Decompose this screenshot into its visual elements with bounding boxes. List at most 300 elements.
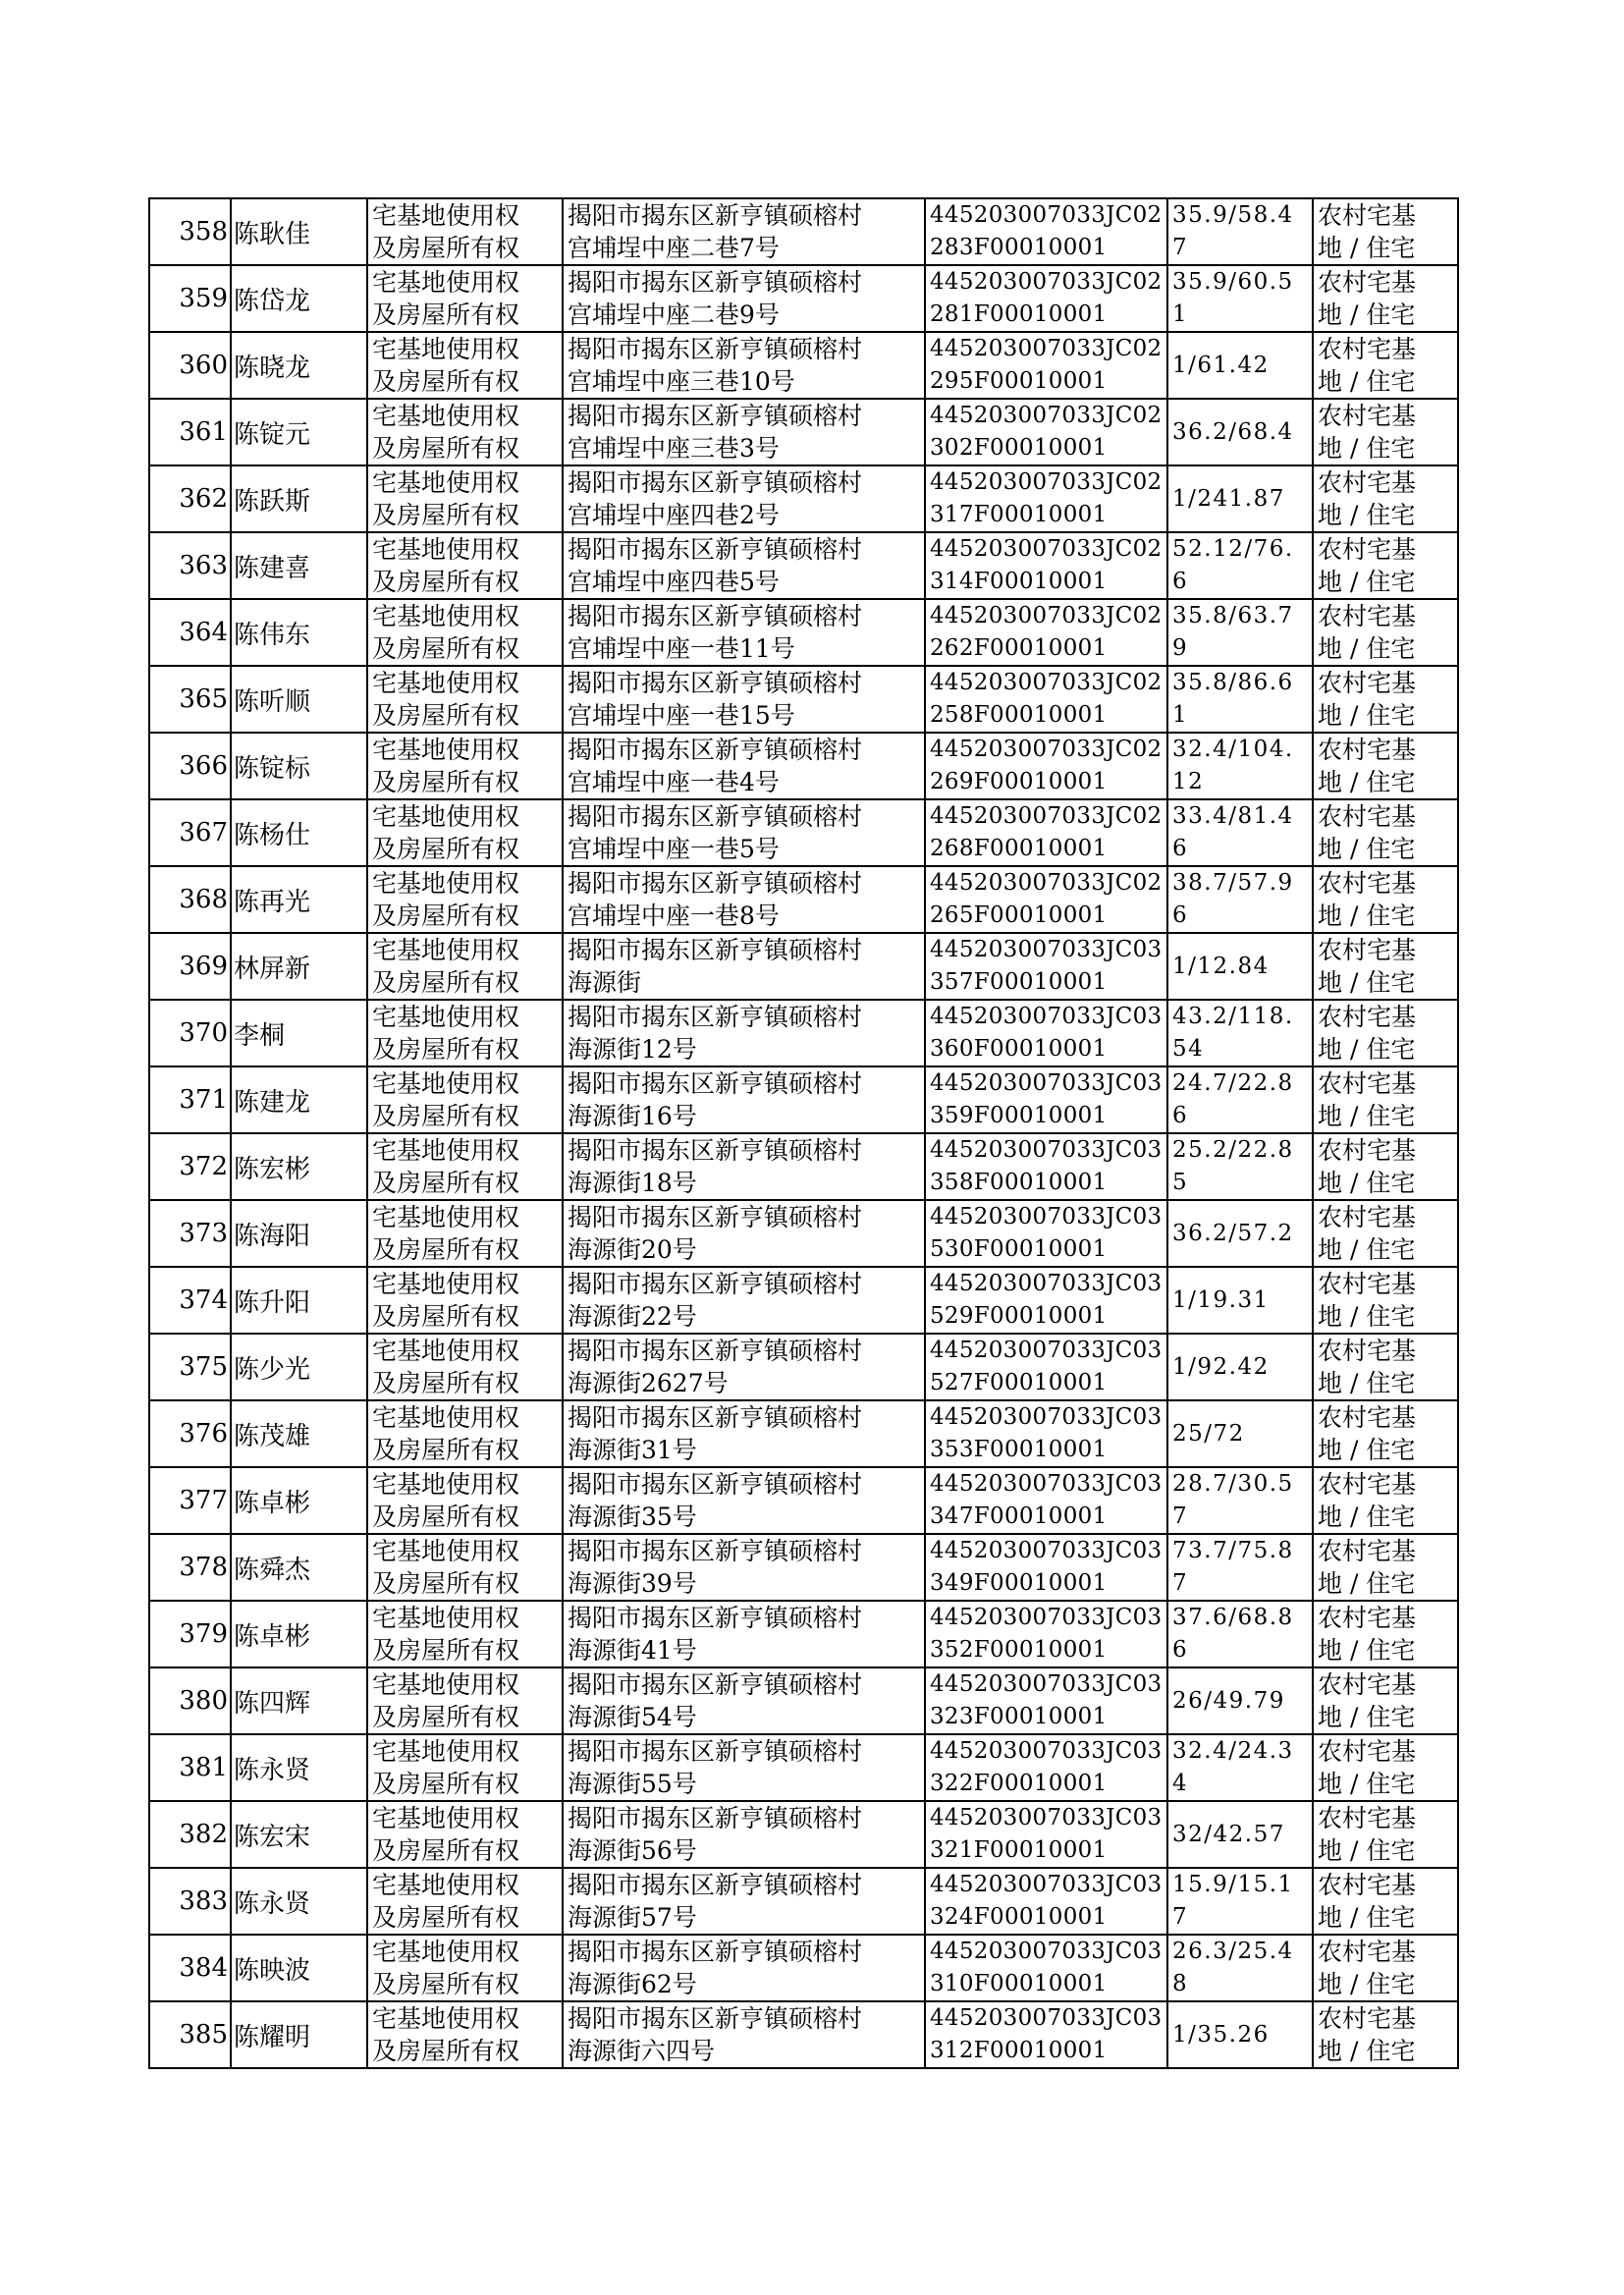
owner-name-cell [231, 1935, 367, 2001]
property-code-line-1: 445203007033JC02 [930, 469, 1163, 495]
right-type-line-1: 宅基地使用权 [372, 2004, 520, 2033]
owner-name: 陈卓彬 [234, 1488, 311, 1518]
land-use-line-1: 农村宅基 [1318, 1403, 1417, 1432]
table-row [149, 399, 1458, 465]
land-use-line-2: 地 / 住宅 [1318, 1302, 1416, 1331]
right-type-line-2: 及房屋所有权 [372, 434, 520, 463]
right-type-line-1: 宅基地使用权 [372, 268, 520, 297]
right-type-line-1: 宅基地使用权 [372, 1403, 520, 1432]
property-code-line-2: 527F00010001 [930, 1370, 1108, 1395]
land-use-line-2: 地 / 住宅 [1318, 1569, 1416, 1598]
row-number: 362 [179, 484, 228, 514]
property-code-cell [925, 332, 1167, 399]
address-cell [563, 666, 925, 733]
land-use-line-1: 农村宅基 [1318, 1604, 1417, 1632]
area-value: 35.8/86.61 [1172, 670, 1294, 728]
address-cell [563, 1066, 925, 1133]
right-type-line-1: 宅基地使用权 [372, 669, 520, 697]
property-code-line-2: 353F00010001 [930, 1437, 1108, 1462]
row-number-cell [149, 465, 231, 532]
right-type-line-2: 及房屋所有权 [372, 234, 520, 262]
row-number-cell [149, 532, 231, 599]
right-type-line-2: 及房屋所有权 [372, 501, 520, 529]
land-use-line-2: 地 / 住宅 [1318, 1770, 1416, 1798]
property-code-line-2: 269F00010001 [930, 769, 1108, 794]
right-type-line-2: 及房屋所有权 [372, 2037, 520, 2065]
property-code-line-2: 324F00010001 [930, 1904, 1108, 1930]
land-use-line-1: 农村宅基 [1318, 1871, 1417, 1899]
property-code-cell [925, 1868, 1167, 1935]
property-code-cell [925, 2001, 1167, 2068]
row-number: 385 [179, 2020, 228, 2049]
row-number: 380 [179, 1686, 228, 1716]
land-use-cell [1313, 1734, 1458, 1801]
row-number-cell [149, 933, 231, 1000]
owner-name-cell [231, 933, 367, 1000]
right-type-cell [367, 1267, 563, 1334]
right-type-line-2: 及房屋所有权 [372, 1569, 520, 1598]
land-use-line-1: 农村宅基 [1318, 1737, 1417, 1766]
right-type-line-1: 宅基地使用权 [372, 1270, 520, 1298]
owner-name-cell [231, 198, 367, 265]
land-use-cell [1313, 399, 1458, 465]
owner-name: 陈建龙 [234, 1087, 311, 1118]
area-cell [1167, 465, 1313, 532]
row-number: 374 [179, 1285, 228, 1315]
land-use-cell [1313, 1935, 1458, 2001]
row-number: 378 [179, 1553, 228, 1582]
address-line-1: 揭阳市揭东区新亨镇硕榕村 [568, 1270, 863, 1298]
land-use-cell [1313, 1133, 1458, 1200]
property-code-line-1: 445203007033JC03 [930, 1137, 1163, 1163]
row-number: 361 [179, 417, 228, 447]
area-value: 38.7/57.96 [1172, 870, 1294, 928]
owner-name: 陈宏宋 [234, 1822, 311, 1852]
property-code-cell [925, 1467, 1167, 1534]
property-code-line-2: 265F00010001 [930, 902, 1108, 928]
land-use-line-1: 农村宅基 [1318, 736, 1417, 764]
owner-name-cell [231, 1534, 367, 1601]
area-cell [1167, 733, 1313, 799]
owner-name-cell [231, 799, 367, 866]
land-use-line-2: 地 / 住宅 [1318, 768, 1416, 796]
property-code-line-1: 445203007033JC03 [930, 1338, 1163, 1363]
property-code-cell [925, 799, 1167, 866]
address-line-1: 揭阳市揭东区新亨镇硕榕村 [568, 669, 863, 697]
row-number-cell [149, 1467, 231, 1534]
land-use-line-2: 地 / 住宅 [1318, 501, 1416, 529]
right-type-line-1: 宅基地使用权 [372, 1938, 520, 1966]
address-line-2: 海源街62号 [568, 1970, 697, 1998]
property-code-line-1: 445203007033JC03 [930, 1872, 1163, 1897]
address-line-2: 宫埔埕中座一巷11号 [568, 634, 795, 663]
property-code-line-1: 445203007033JC03 [930, 937, 1163, 962]
table-row [149, 666, 1458, 733]
address-line-1: 揭阳市揭东区新亨镇硕榕村 [568, 201, 863, 230]
area-value: 1/35.26 [1172, 2021, 1270, 2048]
land-use-cell [1313, 1066, 1458, 1133]
area-value: 52.12/76.6 [1172, 536, 1294, 594]
property-code-line-1: 445203007033JC03 [930, 1271, 1163, 1296]
area-cell [1167, 1133, 1313, 1200]
property-code-line-1: 445203007033JC02 [930, 336, 1163, 361]
row-number-cell [149, 1935, 231, 2001]
area-value: 32.4/24.34 [1172, 1738, 1294, 1796]
row-number: 359 [179, 284, 228, 313]
address-cell [563, 1133, 925, 1200]
owner-name-cell [231, 1601, 367, 1667]
land-use-line-2: 地 / 住宅 [1318, 1836, 1416, 1865]
right-type-line-2: 及房屋所有权 [372, 1770, 520, 1798]
area-cell [1167, 1267, 1313, 1334]
owner-name-cell [231, 532, 367, 599]
row-number: 382 [179, 1820, 228, 1849]
property-code-cell [925, 1334, 1167, 1400]
table-row [149, 733, 1458, 799]
right-type-cell [367, 1200, 563, 1267]
right-type-cell [367, 1601, 563, 1667]
property-code-cell [925, 1267, 1167, 1334]
address-line-1: 揭阳市揭东区新亨镇硕榕村 [568, 1003, 863, 1031]
address-line-2: 海源街12号 [568, 1035, 697, 1064]
land-use-cell [1313, 198, 1458, 265]
property-code-line-2: 359F00010001 [930, 1103, 1108, 1128]
table-row [149, 2001, 1458, 2068]
address-cell [563, 866, 925, 933]
address-line-2: 海源街 [568, 968, 642, 997]
address-line-1: 揭阳市揭东区新亨镇硕榕村 [568, 1871, 863, 1899]
property-code-line-1: 445203007033JC02 [930, 403, 1163, 428]
address-line-2: 宫埔埕中座四巷5号 [568, 568, 780, 596]
right-type-line-2: 及房屋所有权 [372, 301, 520, 329]
row-number-cell [149, 733, 231, 799]
right-type-line-2: 及房屋所有权 [372, 1035, 520, 1064]
address-line-1: 揭阳市揭东区新亨镇硕榕村 [568, 1403, 863, 1432]
property-code-line-2: 295F00010001 [930, 368, 1108, 394]
row-number: 377 [179, 1486, 228, 1515]
owner-name: 李桐 [234, 1020, 286, 1051]
row-number: 379 [179, 1619, 228, 1649]
land-use-line-2: 地 / 住宅 [1318, 1436, 1416, 1464]
owner-name-cell [231, 399, 367, 465]
area-value: 35.9/58.47 [1172, 202, 1294, 260]
owner-name: 陈锭标 [234, 753, 311, 784]
records-table-body [149, 198, 1458, 2068]
land-use-line-1: 农村宅基 [1318, 1804, 1417, 1832]
table-row [149, 198, 1458, 265]
table-row [149, 1200, 1458, 1267]
land-use-cell [1313, 1601, 1458, 1667]
right-type-cell [367, 399, 563, 465]
land-use-line-2: 地 / 住宅 [1318, 234, 1416, 262]
owner-name-cell [231, 1467, 367, 1534]
area-cell [1167, 1601, 1313, 1667]
address-cell [563, 1400, 925, 1467]
address-line-1: 揭阳市揭东区新亨镇硕榕村 [568, 602, 863, 630]
land-use-cell [1313, 532, 1458, 599]
right-type-cell [367, 733, 563, 799]
property-code-cell [925, 599, 1167, 666]
owner-name-cell [231, 1334, 367, 1400]
table-row [149, 1734, 1458, 1801]
table-row [149, 1066, 1458, 1133]
table-row [149, 1400, 1458, 1467]
land-use-cell [1313, 1400, 1458, 1467]
property-code-cell [925, 666, 1167, 733]
area-value: 33.4/81.46 [1172, 803, 1294, 861]
address-line-1: 揭阳市揭东区新亨镇硕榕村 [568, 936, 863, 964]
land-use-cell [1313, 733, 1458, 799]
land-use-line-2: 地 / 住宅 [1318, 568, 1416, 596]
address-line-2: 海源街56号 [568, 1836, 697, 1865]
land-use-line-2: 地 / 住宅 [1318, 301, 1416, 329]
owner-name-cell [231, 332, 367, 399]
property-code-cell [925, 1801, 1167, 1868]
owner-name: 陈少光 [234, 1354, 311, 1385]
table-row [149, 1601, 1458, 1667]
owner-name-cell [231, 1801, 367, 1868]
address-line-2: 海源街35号 [568, 1503, 697, 1531]
right-type-line-2: 及房屋所有权 [372, 568, 520, 596]
land-use-cell [1313, 2001, 1458, 2068]
owner-name-cell [231, 1267, 367, 1334]
table-row [149, 1467, 1458, 1534]
owner-name-cell [231, 1000, 367, 1066]
property-code-line-1: 445203007033JC03 [930, 1538, 1163, 1563]
area-value: 1/12.84 [1172, 953, 1270, 979]
land-use-line-2: 地 / 住宅 [1318, 1369, 1416, 1397]
property-code-line-1: 445203007033JC02 [930, 202, 1163, 228]
right-type-line-1: 宅基地使用权 [372, 201, 520, 230]
land-use-cell [1313, 465, 1458, 532]
land-use-line-2: 地 / 住宅 [1318, 1903, 1416, 1932]
land-use-line-1: 农村宅基 [1318, 802, 1417, 831]
property-code-line-2: 352F00010001 [930, 1637, 1108, 1663]
property-code-cell [925, 1734, 1167, 1801]
address-line-2: 宫埔埕中座二巷7号 [568, 234, 780, 262]
land-use-cell [1313, 265, 1458, 332]
address-line-2: 宫埔埕中座一巷5号 [568, 835, 780, 863]
table-row [149, 465, 1458, 532]
address-cell [563, 1534, 925, 1601]
property-code-line-2: 258F00010001 [930, 702, 1108, 728]
area-cell [1167, 1334, 1313, 1400]
right-type-cell [367, 799, 563, 866]
area-value: 28.7/30.57 [1172, 1471, 1294, 1529]
area-value: 32.4/104.12 [1172, 737, 1294, 794]
owner-name: 陈听顺 [234, 686, 311, 717]
owner-name-cell [231, 265, 367, 332]
property-code-cell [925, 866, 1167, 933]
property-code-line-2: 357F00010001 [930, 969, 1108, 995]
row-number: 376 [179, 1419, 228, 1448]
address-line-1: 揭阳市揭东区新亨镇硕榕村 [568, 335, 863, 363]
owner-name-cell [231, 1200, 367, 1267]
owner-name: 陈跃斯 [234, 486, 311, 517]
area-cell [1167, 1467, 1313, 1534]
owner-name-cell [231, 1868, 367, 1935]
address-line-2: 海源街55号 [568, 1770, 697, 1798]
table-row [149, 265, 1458, 332]
row-number-cell [149, 1066, 231, 1133]
right-type-cell [367, 1334, 563, 1400]
right-type-line-2: 及房屋所有权 [372, 1703, 520, 1731]
property-code-line-2: 262F00010001 [930, 635, 1108, 661]
table-row [149, 599, 1458, 666]
row-number-cell [149, 1534, 231, 1601]
property-code-line-2: 322F00010001 [930, 1771, 1108, 1796]
row-number: 360 [179, 351, 228, 380]
land-use-line-2: 地 / 住宅 [1318, 902, 1416, 930]
land-use-line-1: 农村宅基 [1318, 1136, 1417, 1165]
property-code-line-1: 445203007033JC03 [930, 2005, 1163, 2031]
address-line-2: 海源街31号 [568, 1436, 697, 1464]
right-type-line-1: 宅基地使用权 [372, 1136, 520, 1165]
owner-name: 陈伟东 [234, 620, 311, 650]
owner-name: 陈升阳 [234, 1287, 311, 1318]
area-value: 32/42.57 [1172, 1821, 1285, 1847]
table-row [149, 1667, 1458, 1734]
right-type-line-2: 及房屋所有权 [372, 1903, 520, 1932]
owner-name-cell [231, 599, 367, 666]
address-cell [563, 1801, 925, 1868]
table-row [149, 1801, 1458, 1868]
land-use-line-2: 地 / 住宅 [1318, 1503, 1416, 1531]
address-line-2: 海源街22号 [568, 1302, 697, 1331]
owner-name: 陈锭元 [234, 419, 311, 450]
owner-name: 陈永贤 [234, 1888, 311, 1919]
land-use-line-1: 农村宅基 [1318, 1003, 1417, 1031]
land-use-line-2: 地 / 住宅 [1318, 1636, 1416, 1665]
right-type-line-2: 及房屋所有权 [372, 1436, 520, 1464]
property-code-line-2: 312F00010001 [930, 2038, 1108, 2063]
area-cell [1167, 1734, 1313, 1801]
land-use-line-1: 农村宅基 [1318, 1537, 1417, 1565]
address-line-1: 揭阳市揭东区新亨镇硕榕村 [568, 468, 863, 497]
row-number-cell [149, 1868, 231, 1935]
owner-name: 陈耀明 [234, 2022, 311, 2052]
row-number-cell [149, 1000, 231, 1066]
land-use-cell [1313, 866, 1458, 933]
area-value: 25.2/22.85 [1172, 1137, 1294, 1195]
right-type-cell [367, 933, 563, 1000]
land-use-line-2: 地 / 住宅 [1318, 835, 1416, 863]
property-code-cell [925, 465, 1167, 532]
property-code-line-1: 445203007033JC03 [930, 1738, 1163, 1764]
land-use-cell [1313, 1467, 1458, 1534]
land-use-cell [1313, 933, 1458, 1000]
land-use-cell [1313, 1334, 1458, 1400]
property-code-line-1: 445203007033JC02 [930, 536, 1163, 562]
row-number-cell [149, 332, 231, 399]
area-cell [1167, 933, 1313, 1000]
land-use-cell [1313, 1000, 1458, 1066]
land-use-line-2: 地 / 住宅 [1318, 367, 1416, 396]
area-cell [1167, 1801, 1313, 1868]
address-line-1: 揭阳市揭东区新亨镇硕榕村 [568, 1203, 863, 1231]
property-code-line-2: 358F00010001 [930, 1170, 1108, 1195]
owner-name-cell [231, 1400, 367, 1467]
land-use-line-2: 地 / 住宅 [1318, 634, 1416, 663]
row-number: 367 [179, 818, 228, 847]
table-row [149, 1334, 1458, 1400]
property-code-cell [925, 532, 1167, 599]
right-type-line-1: 宅基地使用权 [372, 869, 520, 898]
land-use-cell [1313, 1667, 1458, 1734]
right-type-line-2: 及房屋所有权 [372, 1369, 520, 1397]
address-cell [563, 1667, 925, 1734]
address-line-2: 宫埔埕中座四巷2号 [568, 501, 780, 529]
owner-name: 陈宏彬 [234, 1154, 311, 1184]
owner-name: 陈建喜 [234, 553, 311, 583]
address-line-1: 揭阳市揭东区新亨镇硕榕村 [568, 1069, 863, 1098]
right-type-line-1: 宅基地使用权 [372, 1871, 520, 1899]
address-cell [563, 599, 925, 666]
owner-name: 陈映波 [234, 1955, 311, 1986]
table-row [149, 1267, 1458, 1334]
owner-name: 陈晓龙 [234, 353, 311, 383]
right-type-line-2: 及房屋所有权 [372, 1970, 520, 1998]
land-use-line-2: 地 / 住宅 [1318, 2037, 1416, 2065]
property-code-cell [925, 1000, 1167, 1066]
address-line-2: 海源街54号 [568, 1703, 697, 1731]
right-type-cell [367, 866, 563, 933]
address-line-2: 宫埔埕中座一巷8号 [568, 902, 780, 930]
table-row [149, 1133, 1458, 1200]
owner-name: 林屏新 [234, 954, 311, 984]
right-type-cell [367, 1935, 563, 2001]
land-use-cell [1313, 1267, 1458, 1334]
address-line-1: 揭阳市揭东区新亨镇硕榕村 [568, 869, 863, 898]
right-type-line-1: 宅基地使用权 [372, 736, 520, 764]
land-use-line-2: 地 / 住宅 [1318, 1169, 1416, 1197]
row-number-cell [149, 1200, 231, 1267]
address-line-1: 揭阳市揭东区新亨镇硕榕村 [568, 268, 863, 297]
property-code-cell [925, 933, 1167, 1000]
land-use-line-1: 农村宅基 [1318, 535, 1417, 564]
land-use-line-2: 地 / 住宅 [1318, 434, 1416, 463]
row-number: 375 [179, 1352, 228, 1382]
owner-name: 陈茂雄 [234, 1421, 311, 1451]
address-cell [563, 532, 925, 599]
row-number-cell [149, 1400, 231, 1467]
address-line-1: 揭阳市揭东区新亨镇硕榕村 [568, 1604, 863, 1632]
row-number-cell [149, 1734, 231, 1801]
address-cell [563, 799, 925, 866]
area-value: 43.2/118.54 [1172, 1004, 1294, 1062]
land-use-line-1: 农村宅基 [1318, 1670, 1417, 1699]
owner-name: 陈四辉 [234, 1688, 311, 1719]
right-type-cell [367, 1801, 563, 1868]
land-use-cell [1313, 1868, 1458, 1935]
address-cell [563, 1868, 925, 1935]
property-code-line-1: 445203007033JC03 [930, 1805, 1163, 1831]
address-cell [563, 733, 925, 799]
property-code-line-1: 445203007033JC02 [930, 269, 1163, 295]
address-line-1: 揭阳市揭东区新亨镇硕榕村 [568, 1670, 863, 1699]
right-type-line-1: 宅基地使用权 [372, 535, 520, 564]
land-use-line-1: 农村宅基 [1318, 335, 1417, 363]
records-table [148, 197, 1459, 2069]
area-cell [1167, 1400, 1313, 1467]
row-number: 368 [179, 885, 228, 914]
address-cell [563, 1267, 925, 1334]
address-cell [563, 1935, 925, 2001]
property-code-line-1: 445203007033JC02 [930, 603, 1163, 628]
right-type-line-2: 及房屋所有权 [372, 1302, 520, 1331]
property-code-line-1: 445203007033JC03 [930, 1605, 1163, 1630]
row-number-cell [149, 599, 231, 666]
